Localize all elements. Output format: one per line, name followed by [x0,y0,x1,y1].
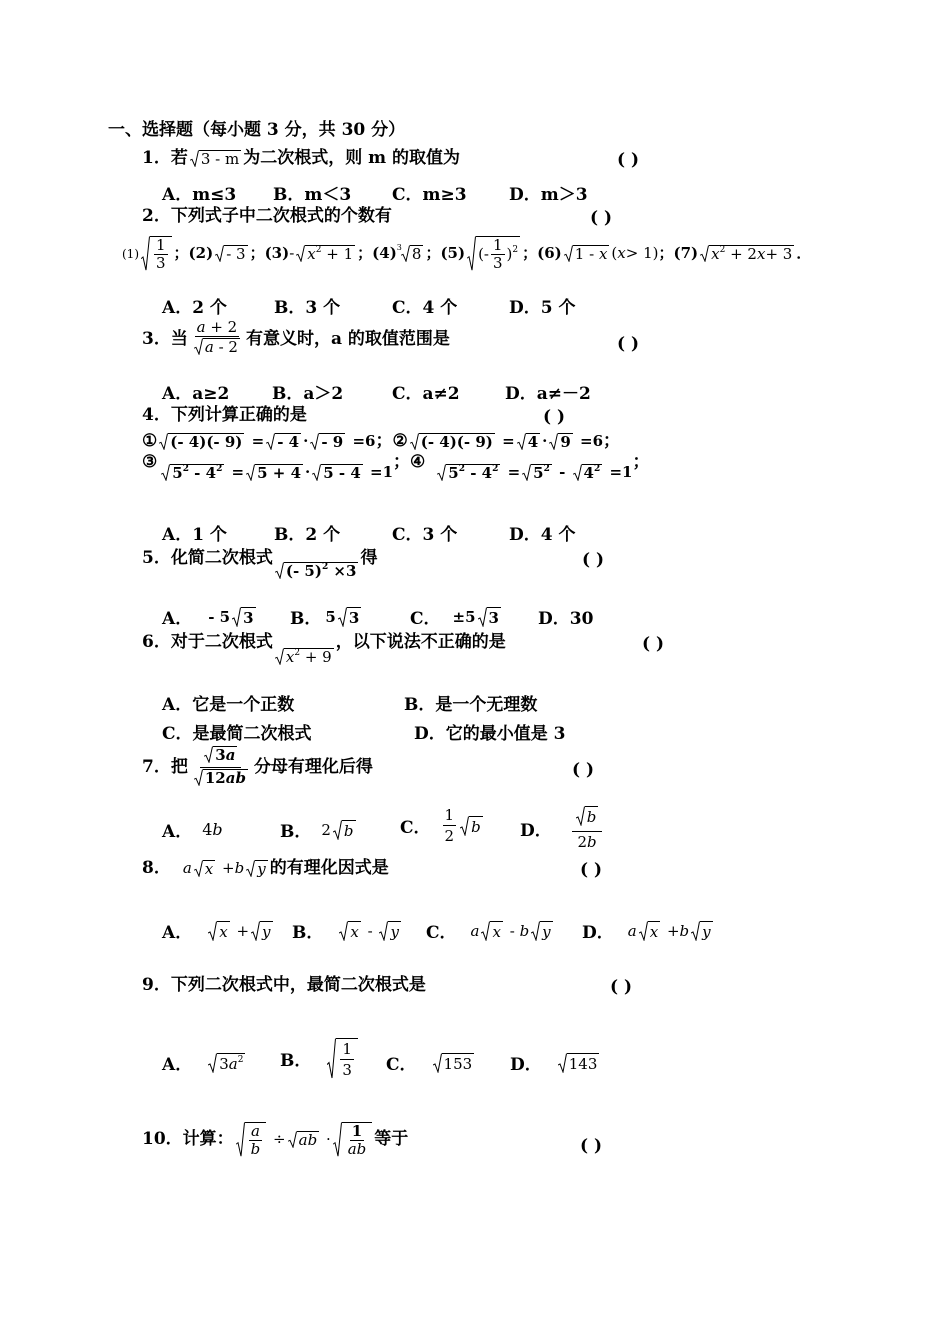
q9-option-c: C． 153 [386,1054,473,1075]
q6-answer-paren: ( ) [642,634,665,654]
q1-option-d: D．m＞3 [509,185,588,205]
q4-answer-paren: ( ) [543,407,566,427]
q5-option-c: C． ±5 3 [410,607,499,629]
q8-option-a: A． x + y [162,921,271,943]
q9-option-d: D． 143 [510,1054,598,1075]
q1-option-a: A．m≤3 [162,185,237,205]
q4-statement-1-2: ① (- 4)(- 9) = - 4 · - 9 =6 ； ② (- 4)(- 9) = 4 · 9 =6 ； [142,431,621,451]
q5-answer-paren: ( ) [582,550,605,570]
q10-answer-paren: ( ) [580,1136,603,1156]
question-10: 10． 计算： $\frac{a}{b}$ ÷ ab · $\frac{1}{ab}$ 等于 [142,1122,409,1158]
q2-option-a: A．2 个 [162,298,227,318]
q5-option-b: B． 5 3 [290,607,360,629]
q7-option-a: A． 4 b [162,820,223,842]
q6-option-b: B．是一个无理数 [404,695,538,715]
question-9: 9． 下列二次根式中，最简二次根式是 [142,975,426,995]
q7-option-d: D． $\frac{b}{2b}$ [520,806,604,851]
question-2: 2． 下列式子中二次根式的个数有 [142,206,392,226]
q3-option-b: B．a＞2 [272,384,344,404]
q8-option-c: C． a x - b y [426,921,551,943]
q8-option-b: B． x - y [292,921,399,943]
q9-answer-paren: ( ) [610,977,633,997]
question-4: 4． 下列计算正确的是 [142,405,307,425]
question-8: 8． a x + b y 的有理化因式是 [142,858,389,878]
q6-option-d: D．它的最小值是 3 [414,724,566,744]
q1-radical: 3 - m [188,150,243,167]
section-heading: 一、选择题（每小题 3 分，共 30 分） [108,120,406,140]
q4-option-b: B．2 个 [274,525,341,545]
q1-option-c: C．m≥3 [392,185,467,205]
q2-answer-paren: ( ) [590,208,613,228]
q4-option-d: D．4 个 [509,525,576,545]
q5-option-a: A． - 5 3 [162,607,254,629]
q1-option-b: B．m＜3 [273,185,352,205]
question-7: 7． 把 3 a 12 ab 分母有理化后得 [142,746,373,787]
question-3: 3． 当 a + 2 a - 2 有意义时，a 的取值范围是 [142,318,450,356]
q6-option-a: A．它是一个正数 [162,695,295,715]
q6-option-c: C．是最简二次根式 [162,724,312,744]
q9-option-b: B． $\frac{1}{3}$ [280,1038,360,1079]
q3-option-a: A．a≥2 [162,384,230,404]
q7-answer-paren: ( ) [572,760,595,780]
q8-option-d: D． a x + b y [582,921,711,943]
q4-statement-3-4: ③ 5 2 - 4 2 = 5 + 4 · 5 - 4 =1 ； ④ 5 2 - 4 2 = 5 2 - 4 2 =1 ； [142,452,650,482]
q3-option-c: C．a≠2 [392,384,460,404]
q2-option-d: D．5 个 [509,298,576,318]
q3-answer-paren: ( ) [617,334,640,354]
question-1: 1． 若 3 - m 为二次根式，则 m 的取值为 [142,148,461,168]
q7-option-c: C． $\frac{1}{2}$ b [400,806,481,845]
q4-option-c: C．3 个 [392,525,458,545]
q3-option-d: D．a≠－2 [505,384,591,404]
q2-option-c: C．4 个 [392,298,458,318]
q5-option-d: D．30 [538,609,594,629]
question-6: 6． 对于二次根式 x 2 + 9 ，以下说法不正确的是 [142,632,506,666]
q9-option-a: A． 3 a 2 [162,1054,244,1075]
q1-answer-paren: ( ) [617,150,640,170]
q7-option-b: B． 2 b [280,820,354,842]
q4-option-a: A．1 个 [162,525,227,545]
q2-expressions: (1) $\frac{1}{3}$ ；(2) - 3 ；(3) - x 2 + 1 ；(4) 3 8 ；(5) (- $\frac{1}{3}$ ) 2 ；(6) 1 - x ( x > 1) ；(7) x 2 + 2 x + 3 ． [122,236,812,272]
q8-answer-paren: ( ) [580,860,603,880]
q2-option-b: B．3 个 [274,298,341,318]
question-5: 5． 化简二次根式 (- 5) 2 ×3 得 [142,548,378,580]
